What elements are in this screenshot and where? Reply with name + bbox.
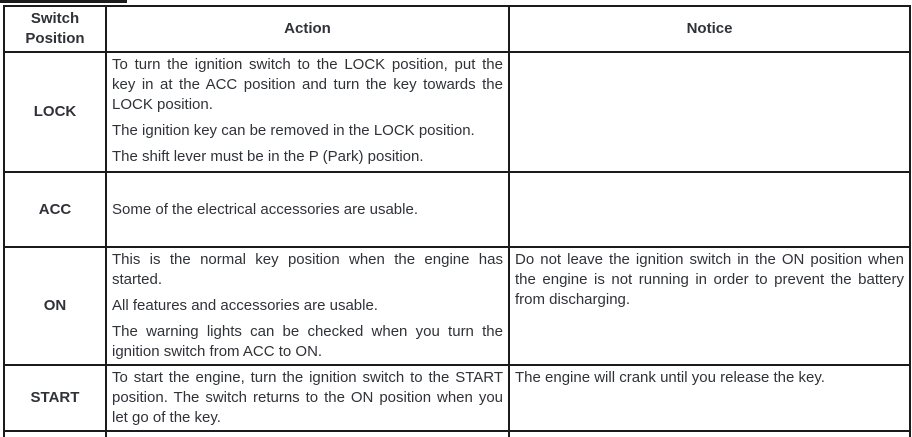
cell-on-notice (509, 247, 910, 365)
header-row (4, 6, 910, 52)
cell-partial-position (4, 431, 106, 437)
cell-acc-action (106, 172, 509, 247)
header-action: Action (106, 6, 509, 52)
cell-partial-action (106, 431, 509, 437)
cell-start-action (106, 365, 509, 431)
action-paragraph: All features and accessories are usable. (112, 297, 378, 314)
cell-acc-notice (509, 172, 910, 247)
action-paragraph: The shift lever must be in the P (Park) position. (112, 148, 424, 165)
action-paragraph: The warning lights can be checked when you turn the ignition switch from ACC to ON. (112, 323, 503, 360)
cell-on-action (106, 247, 509, 365)
cropped-border-fragment (0, 0, 127, 3)
table-row-lock (4, 52, 910, 172)
action-paragraph: The ignition key can be removed in the LOCK position. (112, 122, 475, 139)
header-switch-position: Switch Position (4, 6, 106, 52)
cell-acc-position: ACC (4, 172, 106, 247)
action-paragraph: To start the engine, turn the ignition switch to the START position. The switch returns to the ON position when you let go of the key. (112, 369, 503, 426)
ignition-switch-table (3, 5, 911, 437)
header-notice: Notice (509, 6, 910, 52)
cell-start-notice (509, 365, 910, 431)
notice-paragraph: Do not leave the ignition switch in the ON position when the engine is not running in order to prevent the battery from discharging. (515, 251, 904, 308)
table-row-start (4, 365, 910, 431)
table-row-on (4, 247, 910, 365)
cell-lock-position: LOCK (4, 52, 106, 172)
action-paragraph: This is the normal key position when the engine has started. (112, 251, 503, 288)
cell-partial-notice (509, 431, 910, 437)
cell-lock-action (106, 52, 509, 172)
cell-start-position: START (4, 365, 106, 431)
action-paragraph: To turn the ignition switch to the LOCK position, put the key in at the ACC position and turn the key towards the LOCK position. (112, 56, 503, 113)
notice-paragraph: The engine will crank until you release the key. (515, 369, 825, 386)
table-row-partial (4, 431, 910, 437)
table-row-acc (4, 172, 910, 247)
cell-on-position: ON (4, 247, 106, 365)
action-paragraph: Some of the electrical accessories are usable. (112, 200, 418, 218)
cell-lock-notice (509, 52, 910, 172)
